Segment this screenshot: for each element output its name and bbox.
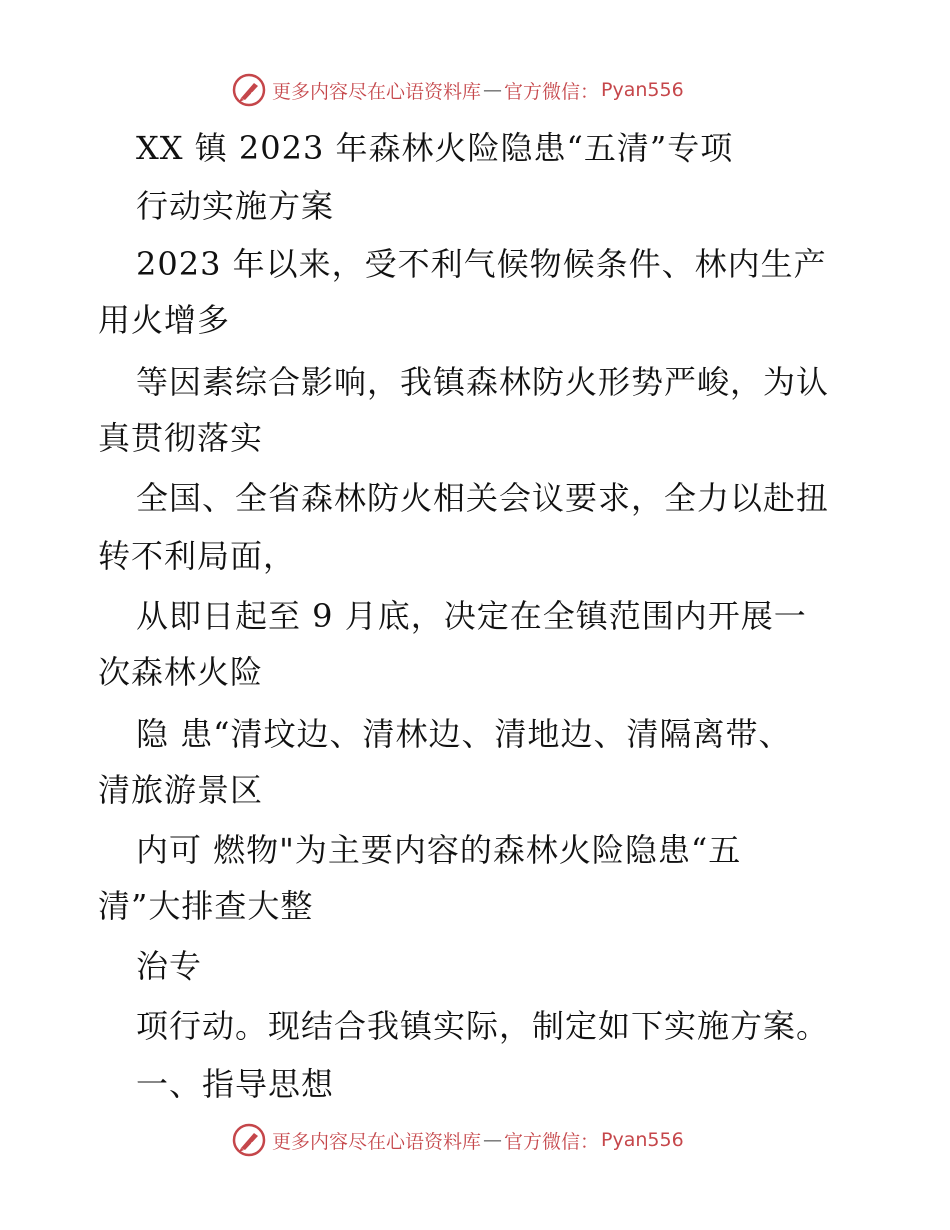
doc-paragraph-line: 治专 <box>136 947 203 985</box>
doc-paragraph-line: 从即日起至 9 月底，决定在全镇范围内开展一 <box>136 597 807 635</box>
doc-paragraph-line: 等因素综合影响，我镇森林防火形势严峻，为认 <box>136 363 830 401</box>
watermark-separator: — <box>483 79 503 101</box>
pen-seal-logo-icon <box>232 73 266 107</box>
doc-paragraph-line: 清旅游景区 <box>98 771 264 809</box>
doc-paragraph-line: 用火增多 <box>98 301 231 339</box>
watermark-wechat-label: 官方微信： <box>504 1130 600 1153</box>
doc-title-line-1: XX 镇 2023 年森林火险隐患“五清”专项 <box>136 129 734 167</box>
watermark-main-text: 更多内容尽在心语资料库 <box>272 80 482 103</box>
watermark-main-text: 更多内容尽在心语资料库 <box>272 1130 482 1153</box>
doc-paragraph-line: 清”大排查大整 <box>98 887 314 925</box>
doc-paragraph-line: 项行动。现结合我镇实际，制定如下实施方案。 <box>136 1007 830 1045</box>
doc-paragraph-line: 内可 燃物"为主要内容的森林火险隐患“五 <box>136 831 742 869</box>
doc-title-line-2: 行动实施方案 <box>136 187 335 225</box>
doc-paragraph-line: 全国、全省森林防火相关会议要求，全力以赴扭 <box>136 479 830 517</box>
watermark-wechat-id: Pyan556 <box>601 1129 684 1151</box>
pen-seal-logo-icon <box>232 1123 266 1157</box>
doc-paragraph-line: 隐 患“清坟边、清林边、清地边、清隔离带、 <box>136 715 792 753</box>
watermark-banner-top <box>232 70 684 110</box>
watermark-separator: — <box>483 1129 503 1151</box>
doc-paragraph-line: 转不利局面， <box>98 537 297 575</box>
watermark-wechat-id: Pyan556 <box>601 79 684 101</box>
doc-section-heading: 一、指导思想 <box>136 1065 335 1103</box>
watermark-wechat-label: 官方微信： <box>504 80 600 103</box>
watermark-banner-bottom <box>232 1120 684 1160</box>
doc-paragraph-line: 2023 年以来，受不利气候物候条件、林内生产 <box>136 245 827 283</box>
doc-paragraph-line: 次森林火险 <box>98 653 264 691</box>
doc-paragraph-line: 真贯彻落实 <box>98 419 264 457</box>
